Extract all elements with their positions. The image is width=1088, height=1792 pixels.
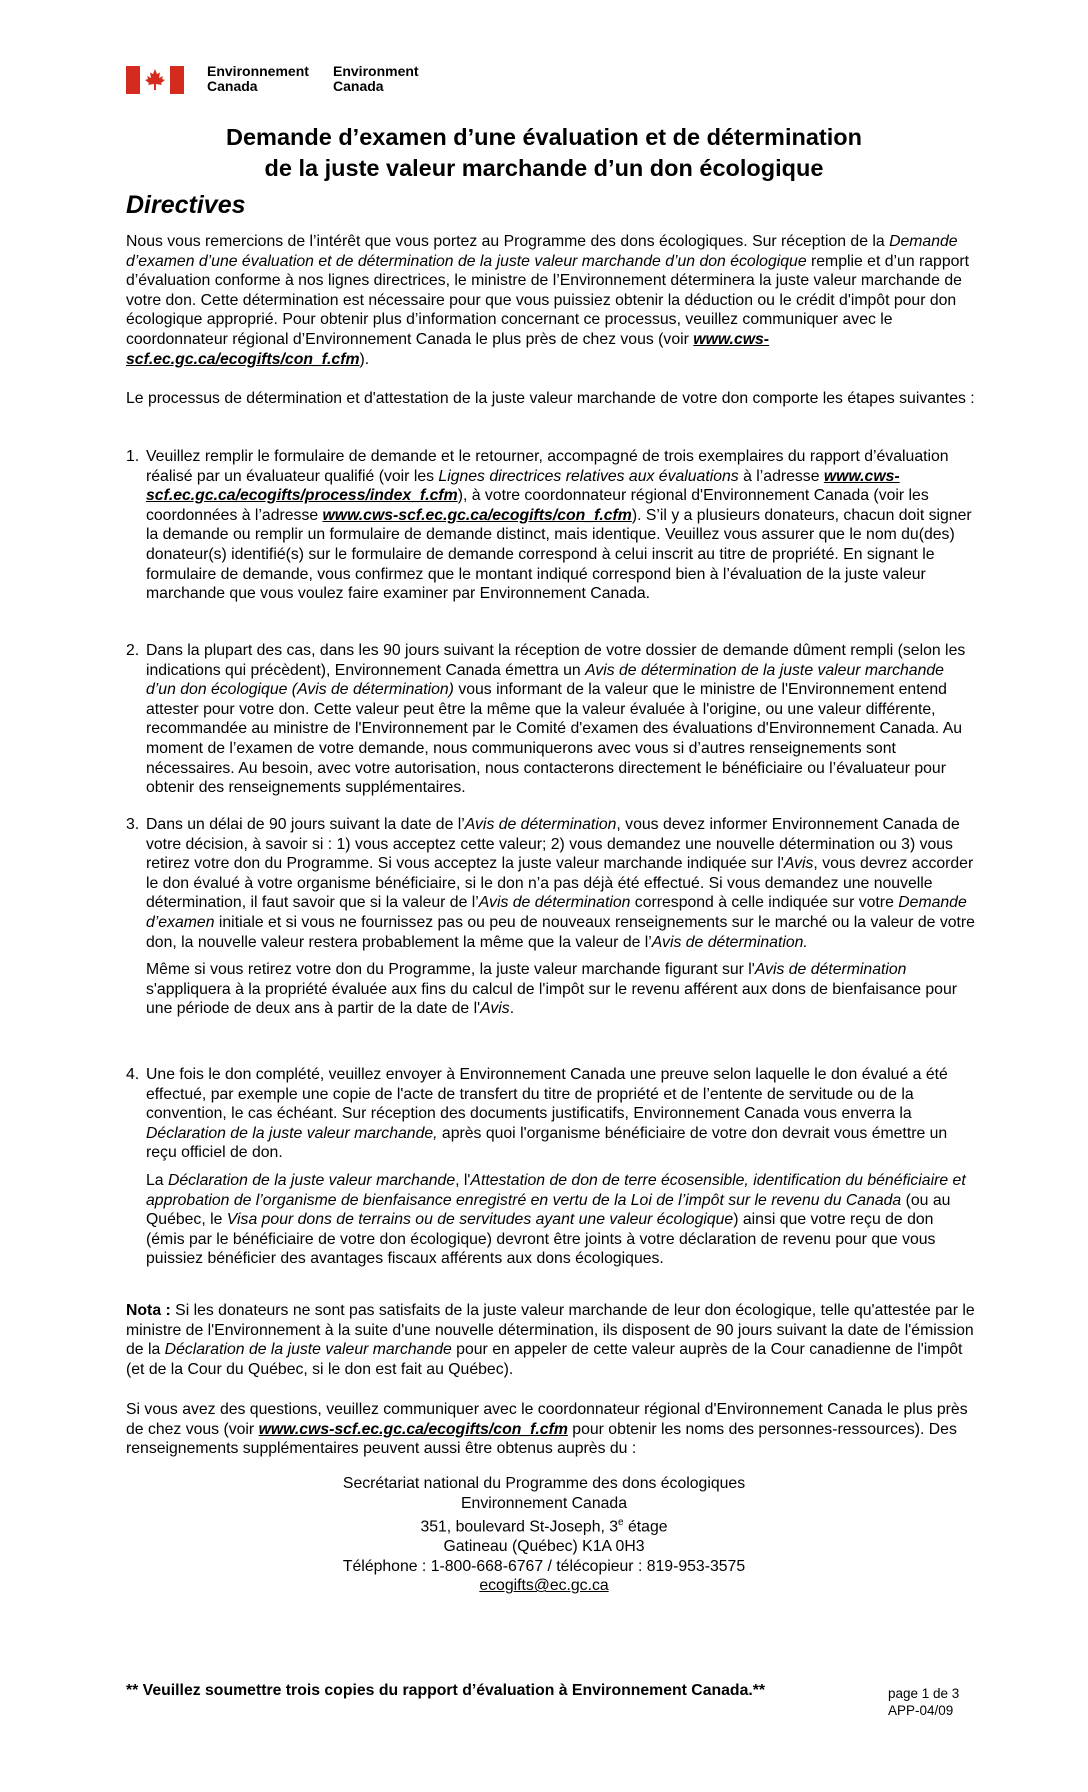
- contact-link[interactable]: www.cws-scf.ec.gc.ca/ecogifts/con_f.cfm: [322, 506, 632, 524]
- step-3: 3. Dans un délai de 90 jours suivant la date de l’Avis de détermination, vous devez informer Environnement Canada de votre décision, à savoir si : 1) vous acceptez cette valeur; 2) vous demandez une nouvelle détermination ou 3) vous retirez votre don du Programme. Si vous acceptez la juste valeur marchande indiquée sur l'Avis, vous devrez accorder le don évalué à votre organisme bénéficiaire, si le don n’a pas déjà été effectué. Si vous demandez une nouvelle détermination, il faut savoir que si la valeur de l’Avis de détermination correspond à celle indiquée sur votre Demande d’examen initiale et si vous ne fournissez pas ou peu de nouveaux renseignements sur le marché ou la valeur de votre don, la nouvelle valeur restera probablement la même que la valeur de l’Avis de détermination. Même si vous retirez votre don du Programme, la juste valeur marchande figurant sur l'Avis de détermination s'appliquera à la propriété évaluée aux fins du calcul de l'impôt sur le revenu afférent aux dons de bienfaisance pour une période de deux ans à partir de la date de l'Avis.: [126, 816, 975, 1018]
- address-line: Secrétariat national du Programme des dons écologiques: [342, 1475, 746, 1492]
- org-fr-line2: Canada: [207, 78, 258, 94]
- process-link[interactable]: www.cws-scf.ec.gc.ca/ecogifts/process/index_f.cfm: [146, 467, 900, 505]
- nota-label: Nota :: [126, 1302, 171, 1319]
- contact-link[interactable]: www.cws-scf.ec.gc.ca/ecogifts/con_f.cfm: [126, 330, 770, 368]
- address-line: Environnement Canada: [461, 1494, 627, 1512]
- step-number: 2.: [126, 642, 140, 659]
- intro-paragraph: Nous vous remercions de l’intérêt que vous portez au Programme des dons écologiques. Sur réception de la Demande d’examen d’une évaluation et de détermination de la juste valeur marchande d’un don écologique remplie et d’un rapport d’évaluation conforme à nos lignes directrices, le ministre de l’Environnement déterminera la juste valeur marchande de votre don. Cette détermination est nécessaire pour que vous puissiez obtenir la déduction ou le crédit d'impôt pour don écologique approprié. Pour obtenir plus d’information concernant ce processus, veuillez communiquer avec le coordonnateur régional d’Environnement Canada le plus près de chez vous (voir www.cws-scf.ec.gc.ca/ecogifts/con_f.cfm).: [126, 233, 970, 368]
- org-name-fr: [207, 64, 309, 94]
- page-number: page 1 de 3: [888, 1686, 960, 1701]
- address-line: Gatineau (Québec) K1A 0H3: [443, 1538, 645, 1556]
- step-number: 1.: [126, 448, 140, 465]
- footer-notice: ** Veuillez soumettre trois copies du rapport d’évaluation à Environnement Canada.**: [126, 1682, 766, 1699]
- step-1: 1. Veuillez remplir le formulaire de demande et le retourner, accompagné de trois exemplaires du rapport d’évaluation réalisé par un évaluateur qualifié (voir les Lignes directrices relatives aux évaluations à l’adresse www.cws-scf.ec.gc.ca/ecogifts/process/index_f.cfm), à votre coordonnateur régional d'Environnement Canada (voir les coordonnées à l’adresse www.cws-scf.ec.gc.ca/ecogifts/con_f.cfm). S’il y a plusieurs donateurs, chacun doit signer la demande ou remplir un formulaire de demande distinct, mais identique. Veuillez vous assurer que le nom du(des) donateur(s) identifié(s) sur le formulaire de demande correspond à celui inscrit au titre de propriété. En signant le formulaire de demande, vous confirmez que le montant indiqué correspond bien à l’évaluation de la juste valeur marchande que vous voulez faire examiner par Environnement Canada.: [126, 448, 972, 603]
- process-intro: Le processus de détermination et d'attestation de la juste valeur marchande de votre don comporte les étapes suivantes :: [126, 390, 975, 407]
- step-number: 4.: [126, 1066, 140, 1083]
- contact-link[interactable]: www.cws-scf.ec.gc.ca/ecogifts/con_f.cfm: [258, 1420, 568, 1438]
- email-link[interactable]: ecogifts@ec.gc.ca: [479, 1577, 609, 1595]
- address-block: [126, 1474, 962, 1596]
- form-code: APP-04/09: [888, 1703, 954, 1718]
- org-en-line1: Environment: [333, 63, 419, 79]
- title-line1: Demande d’examen d’une évaluation et de détermination: [226, 124, 862, 150]
- page-info: [888, 1685, 959, 1719]
- document-title: [126, 122, 962, 184]
- step-2: 2. Dans la plupart des cas, dans les 90 jours suivant la réception de votre dossier de demande dûment rempli (selon les indications qui précèdent), Environnement Canada émettra un Avis de détermination de la juste valeur marchande d’un don écologique (Avis de détermination) vous informant de la valeur que le ministre de l'Environnement entend attester pour votre don. Cette valeur peut être la même que la valeur évaluée à l'origine, ou une valeur différente, recommandée au ministre de l'Environnement par le Comité d'examen des évaluations d'Environnement Canada. Au moment de l’examen de votre demande, nous communiquerons avec vous si d’autres renseignements sont nécessaires. Au besoin, avec votre autorisation, nous contacterons directement le bénéficiaire ou l’évaluateur pour obtenir des renseignements supplémentaires.: [126, 642, 966, 797]
- step-number: 3.: [126, 816, 140, 833]
- questions-paragraph: Si vous avez des questions, veuillez communiquer avec le coordonnateur régional d'Environnement Canada le plus près de chez vous (voir www.cws-scf.ec.gc.ca/ecogifts/con_f.cfm pour obtenir les noms des personnes-ressources). Des renseignements supplémentaires peuvent aussi être obtenus auprès du :: [126, 1401, 968, 1458]
- canada-flag-icon: [126, 66, 184, 94]
- title-line2: de la juste valeur marchande d’un don écologique: [264, 155, 824, 181]
- step-4: 4. Une fois le don complété, veuillez envoyer à Environnement Canada une preuve selon laquelle le don évalué a été effectué, par exemple une copie de l'acte de transfert du titre de propriété et de l’entente de servitude ou de la convention, le cas échéant. Sur réception des documents justificatifs, Environnement Canada vous enverra la Déclaration de la juste valeur marchande, après quoi l'organisme bénéficiaire de votre don devrait vous émettre un reçu officiel de don. La Déclaration de la juste valeur marchande, l'Attestation de don de terre écosensible, identification du bénéficiaire et approbation de l’organisme de bienfaisance enregistré en vertu de la Loi de l’impôt sur le revenu du Canada (ou au Québec, le Visa pour dons de terrains ou de servitudes ayant une valeur écologique) ainsi que votre reçu de don (émis par le bénéficiaire de votre don écologique) devront être joints à votre déclaration de revenu pour que vous puissiez bénéficier des avantages fiscaux afférents aux dons écologiques.: [126, 1066, 966, 1268]
- org-en-line2: Canada: [333, 78, 384, 94]
- org-fr-line1: Environnement: [207, 63, 309, 79]
- phone-fax-line: Téléphone : 1-800-668-6767 / télécopieur : 819-953-3575: [342, 1557, 746, 1575]
- nota-paragraph: Nota : Si les donateurs ne sont pas satisfaits de la juste valeur marchande de leur don écologique, telle qu'attestée par le ministre de l'Environnement à la suite d'une nouvelle détermination, ils disposent de 90 jours suivant la date de l'émission de la Déclaration de la juste valeur marchande pour en appeler de cette valeur auprès de la Cour canadienne de l'impôt (et de la Cour du Québec, si le don est fait au Québec).: [126, 1302, 975, 1378]
- address-line: 351, boulevard St-Joseph, 3e étage: [420, 1517, 668, 1536]
- org-name-en: [333, 64, 419, 94]
- section-heading: Directives: [126, 191, 246, 219]
